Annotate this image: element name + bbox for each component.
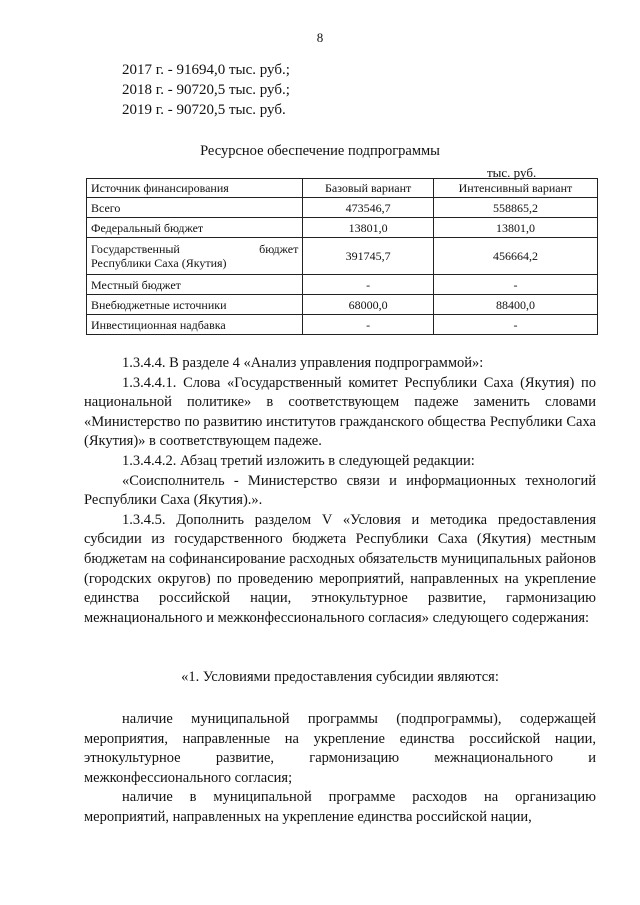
row-source: Местный бюджет	[87, 275, 303, 295]
conditions-heading: «1. Условиями предоставления субсидии являются:	[181, 669, 499, 685]
table-header-row	[87, 179, 598, 198]
funding-year-2019: 2019 г. - 90720,5 тыс. руб.	[122, 102, 286, 118]
row-source: Внебюджетные источники	[87, 295, 303, 315]
row-base-value: 13801,0	[303, 218, 434, 238]
resource-table	[86, 178, 598, 335]
condition-item: наличие муниципальной программы (подпрограммы), содержащей мероприятия, направленные на укрепление единства российской нации, этнокультурное развитие, гармонизацию межнационального и межконфессионального согласия;	[84, 711, 596, 786]
row-base-value: -	[303, 275, 434, 295]
row-source: Всего	[87, 198, 303, 218]
row-intensive-value: 13801,0	[433, 218, 597, 238]
row-intensive-value: -	[433, 315, 597, 335]
paragraph: 1.3.4.4.2. Абзац третий изложить в следующей редакции:	[122, 452, 475, 469]
row-base-value: -	[303, 315, 434, 335]
row-source-part: Государственный	[91, 242, 180, 256]
page-number: 8	[316, 30, 324, 45]
row-source-part: бюджет	[259, 242, 299, 256]
header-base: Базовый вариант	[303, 179, 434, 198]
header-source: Источник финансирования	[87, 179, 303, 198]
funding-year-2017: 2017 г. - 91694,0 тыс. руб.;	[122, 62, 290, 78]
conditions-list	[84, 710, 596, 828]
table-row	[87, 315, 598, 335]
funding-year-2018: 2018 г. - 90720,5 тыс. руб.;	[122, 82, 290, 98]
row-source: Федеральный бюджет	[87, 218, 303, 238]
table-row	[87, 238, 598, 275]
row-base-value: 473546,7	[303, 198, 434, 218]
table-row	[87, 295, 598, 315]
row-intensive-value: 88400,0	[433, 295, 597, 315]
condition-item: наличие в муниципальной программе расходов на организацию мероприятий, направленных на укрепление единства российской нации,	[84, 789, 596, 825]
row-intensive-value: -	[433, 275, 597, 295]
row-source: Инвестиционная надбавка	[87, 315, 303, 335]
header-intensive: Интенсивный вариант	[433, 179, 597, 198]
paragraph: «Соисполнитель - Министерство связи и информационных технологий Республики Саха (Якутия).».	[84, 472, 596, 509]
row-base-value: 391745,7	[303, 238, 434, 275]
paragraph: 1.3.4.4. В разделе 4 «Анализ управления подпрограммой»:	[122, 355, 484, 371]
amendments-text	[84, 354, 596, 628]
row-base-value: 68000,0	[303, 295, 434, 315]
table-row	[87, 218, 598, 238]
paragraph: 1.3.4.4.1. Слова «Государственный комитет Республики Саха (Якутия) по национальной политике» в соответствующем падеже заменить словами «Министерство по развитию институтов гражданского общества Республики Саха (Якутия)» в соответствующем падеже.	[84, 374, 596, 450]
row-intensive-value: 456664,2	[433, 238, 597, 275]
table-row	[87, 275, 598, 295]
table-row	[87, 198, 598, 218]
row-intensive-value: 558865,2	[433, 198, 597, 218]
row-source	[87, 238, 303, 275]
table-units: тыс. руб.	[487, 165, 537, 180]
paragraph: 1.3.4.5. Дополнить разделом V «Условия и методика предоставления субсидии из государственного бюджета Республики Саха (Якутия) местным бюджетам на софинансирование расходных обязательств муниципальных районов (городских округов) по проведению мероприятий, направленных на укрепление единства российской нации, этнокультурное развитие, гармонизацию межнационального и межконфессионального согласия» следующего содержания:	[84, 511, 596, 626]
row-source-part: Республики Саха (Якутия)	[91, 256, 227, 270]
table-title: Ресурсное обеспечение подпрограммы	[200, 143, 440, 159]
